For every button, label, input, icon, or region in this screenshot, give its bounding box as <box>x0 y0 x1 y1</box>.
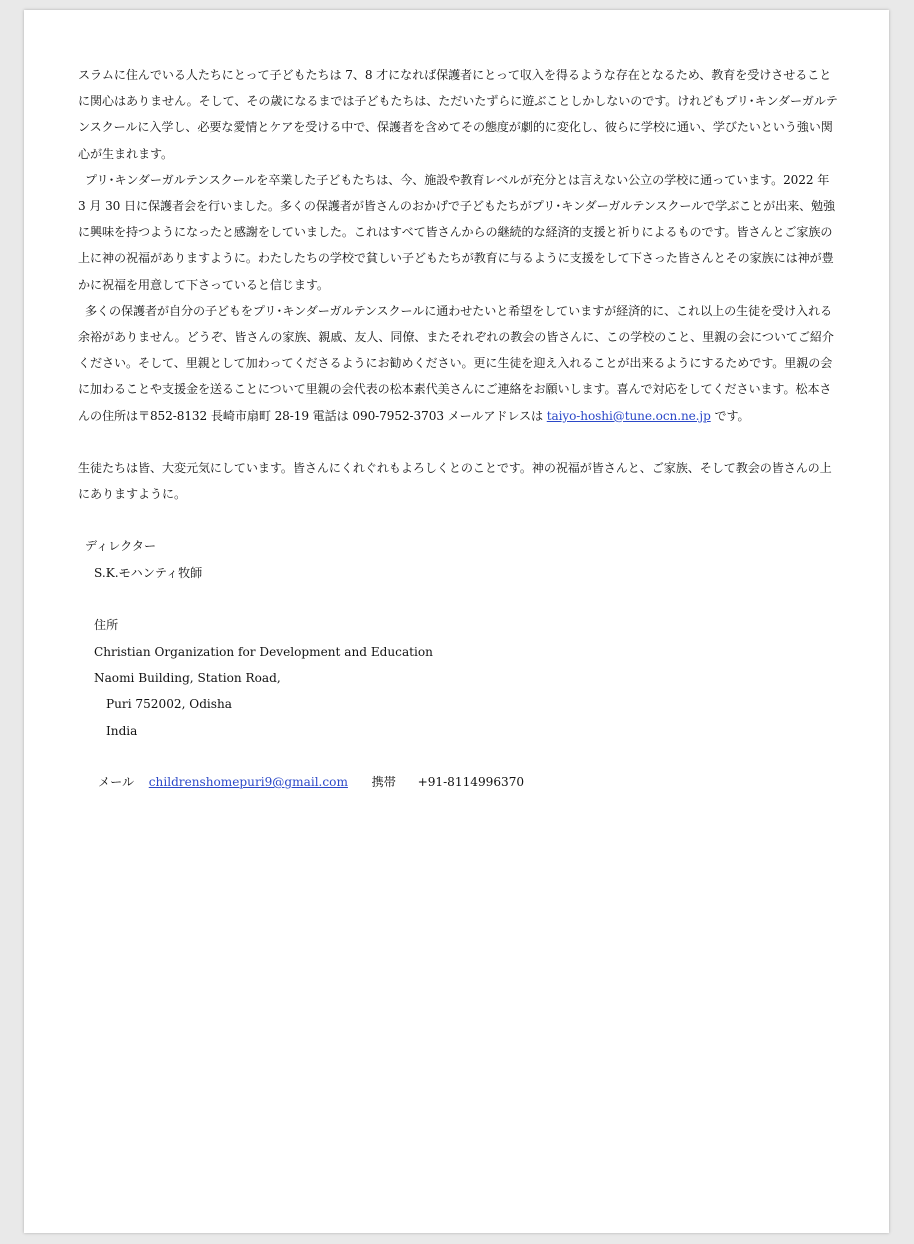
paragraph-1: スラムに住んでいる人たちにとって子どもたちは 7、8 才になれば保護者にとって収入を得るような存在となるため、教育を受けさせることに関心はありません。そして、その歳になるまでは子どもたちは、ただいたずらに遊ぶことしかしないのです。けれどもプリ･キンダーガルテンスクールに入学し、必要な愛情とケアを受ける中で、保護者を含めてその態度が劇的に変化し、彼らに学校に通い、学びたいという強い関心が生まれます。 <box>78 68 838 161</box>
paragraph-4: 生徒たちは皆、大変元気にしています。皆さんにくれぐれもよろしくとのことです。神の祝福が皆さんと、ご家族、そして教会の皆さんの上にありますように。 <box>78 460 832 502</box>
address-line-1: Christian Organization for Development and Education <box>94 645 433 659</box>
signature-title: ディレクター <box>85 539 157 553</box>
mail-label: メール <box>98 775 135 789</box>
email-link-director[interactable]: childrenshomepuri9@gmail.com <box>148 775 348 789</box>
signature-name: S.K.モハンティ牧師 <box>94 566 203 580</box>
contact-line <box>98 774 524 790</box>
address-line-4: India <box>106 724 138 738</box>
email-link-matsumoto[interactable]: taiyo-hoshi@tune.ocn.ne.jp <box>546 408 711 423</box>
address-line-2: Naomi Building, Station Road, <box>94 671 281 685</box>
address-heading: 住所 <box>94 618 119 632</box>
mobile-label: 携帯 <box>371 775 396 789</box>
letter-body <box>78 62 838 507</box>
paragraph-2: プリ･キンダーガルテンスクールを卒業した子どもたちは、今、施設や教育レベルが充分とは言えない公立の学校に通っています。2022 年 3 月 30 日に保護者会を行いました。多くの保護者が皆さんのおかげで子どもたちがプリ･キンダーガルテンスクールで学ぶことが出来、勉強に興味を持つようになったと感謝をしていました。これはすべて皆さんからの継続的な経済的支援と祈りによるものです。皆さんとご家族の上に神の祝福がありますように。わたしたちの学校で貧しい子どもたちが教育に与るように支援をして下さった皆さんとその家族には神が豊かに祝福を用意して下さっていると信じます。 <box>78 172 836 292</box>
mobile-number: +91-8114996370 <box>417 775 525 789</box>
document-page <box>24 10 889 1233</box>
paragraph-3 <box>78 298 838 429</box>
paragraph-3-end: です。 <box>710 408 750 423</box>
paragraph-3-text: 多くの保護者が自分の子どもをプリ･キンダーガルテンスクールに通わせたいと希望をしていますが経済的に、これ以上の生徒を受け入れる余裕がありません。どうぞ、皆さんの家族、親戚、友人、同僚、またそれぞれの教会の皆さんに、この学校のこと、里親の会についてご紹介ください。そして、里親として加わってくださるようにお勧めください。更に生徒を迎え入れることが出来るようにするためです。里親の会に加わることや支援金を送ることについて里親の会代表の松本素代美さんにご連絡をお願いします。喜んで対応をしてくださいます。松本さんの住所は〒852-8132 長崎市扇町 28-19 電話は 090-7952-3703 メールアドレスは <box>78 303 834 423</box>
paragraph-gap <box>78 429 838 455</box>
address-line-3: Puri 752002, Odisha <box>106 697 233 711</box>
